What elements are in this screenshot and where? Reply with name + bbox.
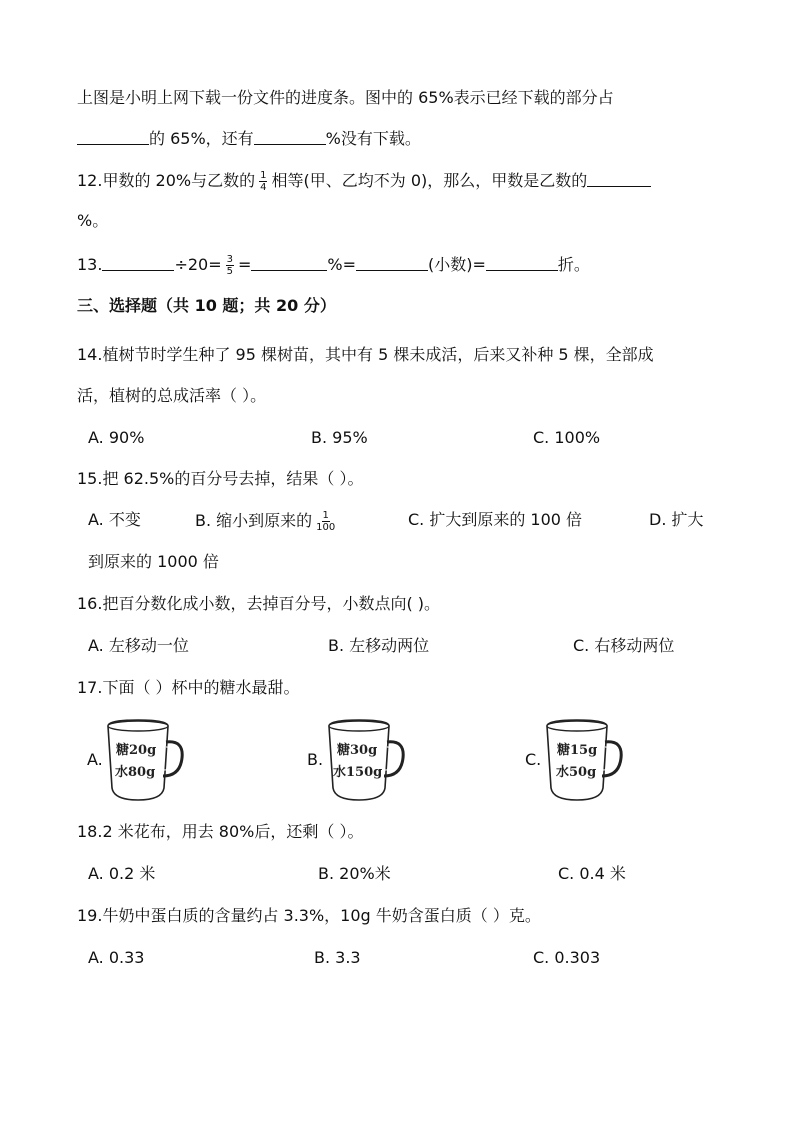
cup-b-icon[interactable] — [325, 716, 407, 804]
question-18: 18.2 米花布，用去 80%后，还剩（ ）。 — [77, 822, 364, 841]
fraction: $\frac{1}{4}$ — [260, 170, 267, 193]
option-c[interactable]: C. 0.4 米 — [558, 864, 626, 883]
answer-blank[interactable] — [102, 255, 174, 271]
water-label: 水150g — [333, 765, 383, 780]
answer-blank[interactable] — [77, 129, 149, 145]
sugar-label: 糖20g — [116, 743, 157, 758]
answer-blank[interactable] — [251, 255, 327, 271]
question-15: 15.把 62.5%的百分号去掉，结果（ ）。 — [77, 469, 364, 488]
option-b[interactable]: B. 左移动两位 — [328, 636, 430, 655]
sugar-label: 糖15g — [557, 743, 598, 758]
question-17: 17.下面（ ）杯中的糖水最甜。 — [77, 678, 300, 697]
question-16: 16.把百分数化成小数，去掉百分号，小数点向( )。 — [77, 594, 441, 613]
option-b[interactable]: B. 3.3 — [314, 948, 361, 967]
answer-blank[interactable] — [356, 255, 428, 271]
option-a[interactable]: A. 0.33 — [88, 948, 145, 967]
fraction: $\frac{1}{100}$ — [316, 510, 336, 533]
question-14-line-2: 活，植树的总成活率（ ）。 — [77, 386, 267, 405]
intro-line-1: 上图是小明上网下载一份文件的进度条。图中的 65%表示已经下载的部分占 — [77, 88, 614, 107]
option-c[interactable]: C. 右移动两位 — [573, 636, 675, 655]
section-title: 三、选择题（共 10 题；共 20 分） — [77, 296, 336, 315]
sugar-label: 糖30g — [337, 743, 378, 758]
option-a[interactable]: A. 90% — [88, 428, 145, 447]
question-13: 13. ÷20= $\frac{3}{5}$ = %= (小数)= 折。 — [77, 254, 590, 277]
question-12: 12.甲数的 20%与乙数的 $\frac{1}{4}$ 相等(甲、乙均不为 0)，那么，甲数是乙数的 — [77, 170, 651, 193]
option-c[interactable]: C. 100% — [533, 428, 601, 447]
option-c[interactable]: C. 0.303 — [533, 948, 601, 967]
question-14-line-1: 14.植树节时学生种了 95 棵树苗，其中有 5 棵未成活，后来又补种 5 棵，全部成 — [77, 345, 654, 364]
answer-blank[interactable] — [486, 255, 558, 271]
option-a[interactable]: A. 0.2 米 — [88, 864, 156, 883]
option-c[interactable]: C. — [525, 750, 542, 769]
option-b[interactable]: B. 20%米 — [318, 864, 391, 883]
intro-line-2: 的 65%，还有 %没有下载。 — [77, 129, 421, 149]
option-b[interactable]: B. 95% — [311, 428, 368, 447]
option-a[interactable]: A. — [87, 750, 103, 769]
option-d-cont: 到原来的 1000 倍 — [88, 552, 219, 571]
answer-blank[interactable] — [587, 171, 651, 187]
option-d[interactable]: D. 扩大 — [649, 510, 704, 529]
option-b[interactable]: B. — [307, 750, 324, 769]
option-b[interactable]: B. 缩小到原来的 $\frac{1}{100}$ — [195, 510, 336, 533]
option-c[interactable]: C. 扩大到原来的 100 倍 — [408, 510, 583, 529]
option-a[interactable]: A. 左移动一位 — [88, 636, 189, 655]
question-19: 19.牛奶中蛋白质的含量约占 3.3%，10g 牛奶含蛋白质（ ）克。 — [77, 906, 541, 925]
answer-blank[interactable] — [254, 129, 326, 145]
cup-a-icon[interactable] — [104, 716, 186, 804]
cup-c-icon[interactable] — [543, 716, 625, 804]
fraction: $\frac{3}{5}$ — [226, 254, 233, 277]
water-label: 水80g — [115, 765, 156, 780]
option-a[interactable]: A. 不变 — [88, 510, 141, 529]
water-label: 水50g — [556, 765, 597, 780]
question-12-cont: %。 — [77, 211, 109, 230]
